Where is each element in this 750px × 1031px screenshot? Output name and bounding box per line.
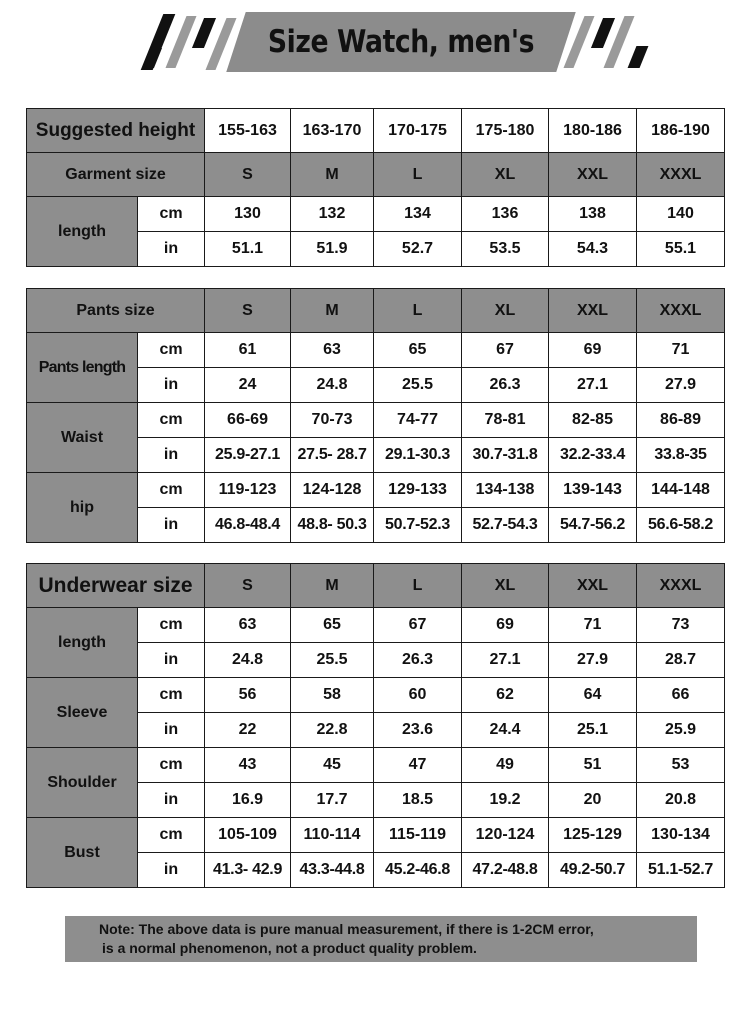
garment-size-table <box>26 108 725 267</box>
value-cell: 25.9-27.1 <box>205 438 291 473</box>
unit-cm: cm <box>138 818 205 853</box>
page-title: Size Watch, men's <box>267 24 535 60</box>
value-cell: 51 <box>549 748 637 783</box>
value-cell: 16.9 <box>205 783 291 818</box>
unit-cm: cm <box>138 473 205 508</box>
height-cell: 175-180 <box>462 109 549 153</box>
pants-size-table <box>26 288 725 543</box>
note-line-2: is a normal phenomenon, not a product quality problem. <box>102 940 477 956</box>
value-cell: 27.1 <box>549 368 637 403</box>
row-label-length: length <box>27 197 138 267</box>
header <box>0 0 750 90</box>
value-cell: 29.1-30.3 <box>374 438 462 473</box>
height-cell: 180-186 <box>549 109 637 153</box>
pants-size-label: Pants size <box>27 289 205 333</box>
value-cell: 32.2-33.4 <box>549 438 637 473</box>
row-label-length: length <box>27 608 138 678</box>
value-cell: 136 <box>462 197 549 232</box>
value-cell: 24.8 <box>205 643 291 678</box>
size-header: M <box>291 153 374 197</box>
value-cell: 46.8-48.4 <box>205 508 291 543</box>
value-cell: 63 <box>291 333 374 368</box>
value-cell: 24.8 <box>291 368 374 403</box>
value-cell: 27.5- 28.7 <box>291 438 374 473</box>
value-cell: 45 <box>291 748 374 783</box>
value-cell: 69 <box>549 333 637 368</box>
value-cell: 49 <box>462 748 549 783</box>
unit-in: in <box>138 232 205 267</box>
value-cell: 86-89 <box>637 403 725 438</box>
decor-stripe <box>192 18 216 48</box>
value-cell: 132 <box>291 197 374 232</box>
height-cell: 155-163 <box>205 109 291 153</box>
value-cell: 56.6-58.2 <box>637 508 725 543</box>
value-cell: 78-81 <box>462 403 549 438</box>
value-cell: 18.5 <box>374 783 462 818</box>
value-cell: 82-85 <box>549 403 637 438</box>
value-cell: 51.9 <box>291 232 374 267</box>
value-cell: 105-109 <box>205 818 291 853</box>
value-cell: 52.7-54.3 <box>462 508 549 543</box>
decor-stripe <box>628 46 649 68</box>
decor-stripe <box>142 48 162 68</box>
value-cell: 63 <box>205 608 291 643</box>
value-cell: 27.9 <box>549 643 637 678</box>
value-cell: 61 <box>205 333 291 368</box>
value-cell: 48.8- 50.3 <box>291 508 374 543</box>
value-cell: 20.8 <box>637 783 725 818</box>
size-header: XXXL <box>637 153 725 197</box>
row-label-waist: Waist <box>27 403 138 473</box>
value-cell: 53.5 <box>462 232 549 267</box>
value-cell: 124-128 <box>291 473 374 508</box>
size-header: XXL <box>549 564 637 608</box>
value-cell: 24.4 <box>462 713 549 748</box>
value-cell: 24 <box>205 368 291 403</box>
row-label-sleeve: Sleeve <box>27 678 138 748</box>
size-header: XL <box>462 564 549 608</box>
value-cell: 45.2-46.8 <box>374 853 462 888</box>
height-cell: 170-175 <box>374 109 462 153</box>
value-cell: 22 <box>205 713 291 748</box>
value-cell: 134-138 <box>462 473 549 508</box>
value-cell: 50.7-52.3 <box>374 508 462 543</box>
value-cell: 71 <box>549 608 637 643</box>
decor-stripe <box>591 18 615 48</box>
value-cell: 25.9 <box>637 713 725 748</box>
value-cell: 60 <box>374 678 462 713</box>
unit-cm: cm <box>138 608 205 643</box>
value-cell: 27.9 <box>637 368 725 403</box>
value-cell: 66 <box>637 678 725 713</box>
value-cell: 125-129 <box>549 818 637 853</box>
value-cell: 70-73 <box>291 403 374 438</box>
size-header: L <box>374 153 462 197</box>
value-cell: 58 <box>291 678 374 713</box>
value-cell: 23.6 <box>374 713 462 748</box>
underwear-size-label: Underwear size <box>27 564 205 608</box>
suggested-height-label: Suggested height <box>27 109 205 153</box>
value-cell: 53 <box>637 748 725 783</box>
unit-cm: cm <box>138 197 205 232</box>
note-line-1: Note: The above data is pure manual measurement, if there is 1-2CM error, <box>99 921 594 937</box>
value-cell: 51.1-52.7 <box>637 853 725 888</box>
unit-in: in <box>138 853 205 888</box>
value-cell: 20 <box>549 783 637 818</box>
size-header: XL <box>462 153 549 197</box>
value-cell: 28.7 <box>637 643 725 678</box>
value-cell: 110-114 <box>291 818 374 853</box>
value-cell: 54.7-56.2 <box>549 508 637 543</box>
underwear-size-table <box>26 563 725 888</box>
size-header: M <box>291 564 374 608</box>
value-cell: 43 <box>205 748 291 783</box>
value-cell: 62 <box>462 678 549 713</box>
value-cell: 25.5 <box>374 368 462 403</box>
row-label-hip: hip <box>27 473 138 543</box>
size-header: XXXL <box>637 289 725 333</box>
size-header: XXL <box>549 289 637 333</box>
unit-in: in <box>138 713 205 748</box>
unit-in: in <box>138 508 205 543</box>
value-cell: 140 <box>637 197 725 232</box>
size-header: S <box>205 289 291 333</box>
value-cell: 49.2-50.7 <box>549 853 637 888</box>
size-header: S <box>205 153 291 197</box>
size-header: S <box>205 564 291 608</box>
measurement-note <box>65 916 697 962</box>
value-cell: 65 <box>374 333 462 368</box>
size-header: L <box>374 564 462 608</box>
value-cell: 67 <box>462 333 549 368</box>
value-cell: 47.2-48.8 <box>462 853 549 888</box>
garment-size-label: Garment size <box>27 153 205 197</box>
height-cell: 163-170 <box>291 109 374 153</box>
value-cell: 30.7-31.8 <box>462 438 549 473</box>
value-cell: 73 <box>637 608 725 643</box>
unit-in: in <box>138 368 205 403</box>
value-cell: 69 <box>462 608 549 643</box>
value-cell: 56 <box>205 678 291 713</box>
value-cell: 130-134 <box>637 818 725 853</box>
unit-in: in <box>138 438 205 473</box>
value-cell: 25.5 <box>291 643 374 678</box>
value-cell: 47 <box>374 748 462 783</box>
value-cell: 119-123 <box>205 473 291 508</box>
value-cell: 139-143 <box>549 473 637 508</box>
row-label-bust: Bust <box>27 818 138 888</box>
value-cell: 25.1 <box>549 713 637 748</box>
size-header: XL <box>462 289 549 333</box>
size-header: M <box>291 289 374 333</box>
value-cell: 19.2 <box>462 783 549 818</box>
unit-cm: cm <box>138 678 205 713</box>
value-cell: 120-124 <box>462 818 549 853</box>
value-cell: 54.3 <box>549 232 637 267</box>
value-cell: 26.3 <box>374 643 462 678</box>
value-cell: 138 <box>549 197 637 232</box>
value-cell: 71 <box>637 333 725 368</box>
value-cell: 67 <box>374 608 462 643</box>
value-cell: 64 <box>549 678 637 713</box>
value-cell: 51.1 <box>205 232 291 267</box>
unit-cm: cm <box>138 748 205 783</box>
value-cell: 66-69 <box>205 403 291 438</box>
row-label-shoulder: Shoulder <box>27 748 138 818</box>
value-cell: 65 <box>291 608 374 643</box>
value-cell: 17.7 <box>291 783 374 818</box>
value-cell: 55.1 <box>637 232 725 267</box>
value-cell: 27.1 <box>462 643 549 678</box>
unit-in: in <box>138 783 205 818</box>
unit-cm: cm <box>138 333 205 368</box>
value-cell: 33.8-35 <box>637 438 725 473</box>
value-cell: 130 <box>205 197 291 232</box>
height-cell: 186-190 <box>637 109 725 153</box>
value-cell: 134 <box>374 197 462 232</box>
value-cell: 144-148 <box>637 473 725 508</box>
value-cell: 22.8 <box>291 713 374 748</box>
unit-in: in <box>138 643 205 678</box>
value-cell: 129-133 <box>374 473 462 508</box>
size-header: XXXL <box>637 564 725 608</box>
unit-cm: cm <box>138 403 205 438</box>
value-cell: 74-77 <box>374 403 462 438</box>
size-header: L <box>374 289 462 333</box>
value-cell: 43.3-44.8 <box>291 853 374 888</box>
value-cell: 52.7 <box>374 232 462 267</box>
size-header: XXL <box>549 153 637 197</box>
value-cell: 115-119 <box>374 818 462 853</box>
row-label-pants-length: Pants length <box>27 333 138 403</box>
value-cell: 41.3- 42.9 <box>205 853 291 888</box>
value-cell: 26.3 <box>462 368 549 403</box>
